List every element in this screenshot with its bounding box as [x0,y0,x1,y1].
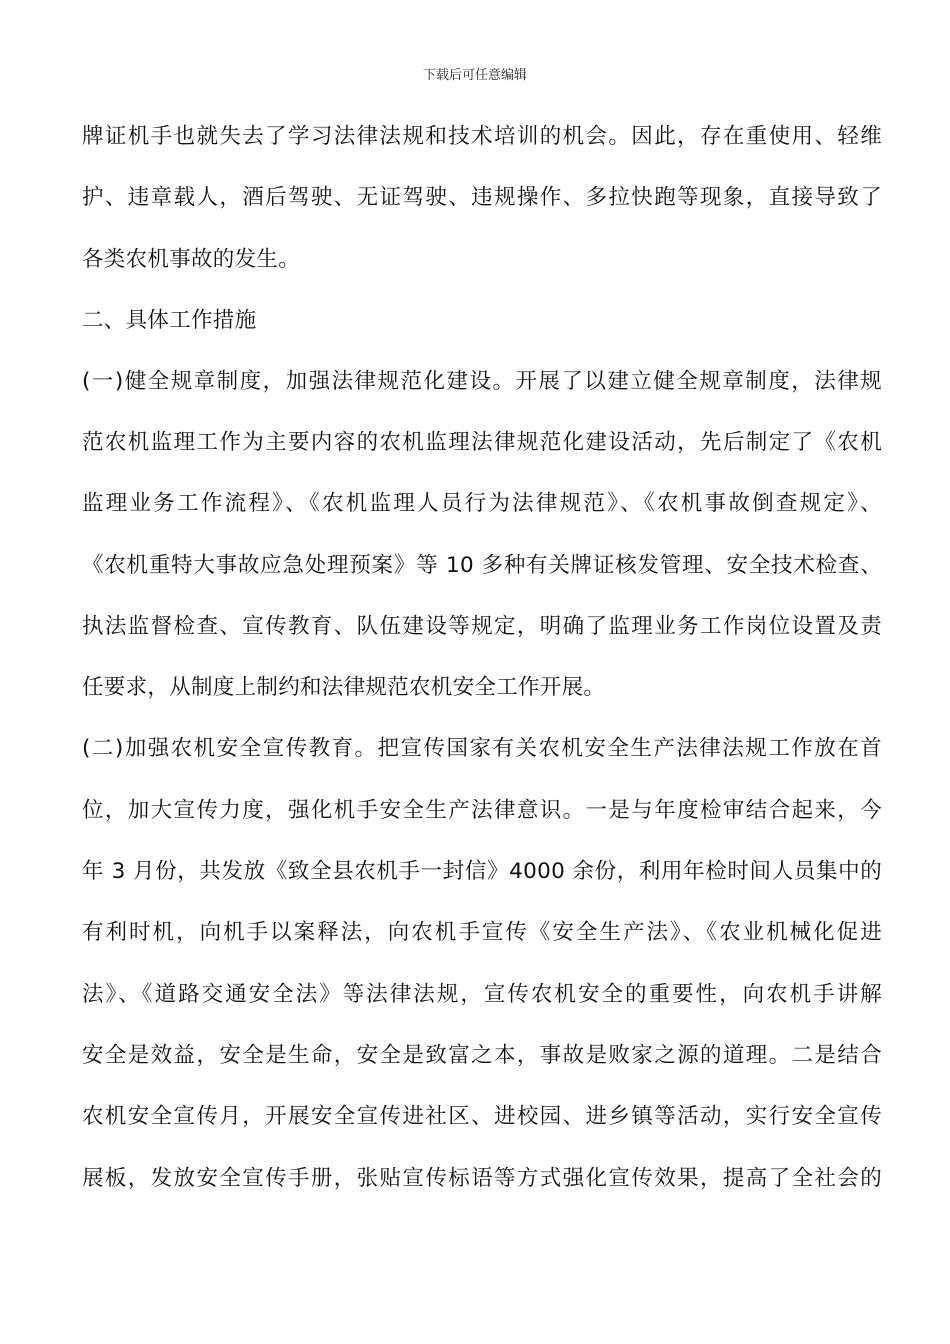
body-line-13: 年 3 月份，共发放《致全县农机手一封信》4000 余份，利用年检时间人员集中的 [82,859,882,884]
body-line-11: (二)加强农机安全宣传教育。把宣传国家有关农机安全生产法律法规工作放在首 [82,736,882,761]
body-line-17: 农机安全宣传月，开展安全宣传进社区、进校园、进乡镇等活动，实行安全宣传 [82,1104,882,1129]
section-heading: 二、具体工作措施 [82,308,257,333]
body-line-10: 任要求，从制度上制约和法律规范农机安全工作开展。 [82,675,606,700]
body-line-16: 安全是效益，安全是生命，安全是致富之本，事故是败家之源的道理。二是结合 [82,1043,882,1068]
body-line-15: 法》、《道路交通安全法》等法律法规，宣传农机安全的重要性，向农机手讲解 [82,982,882,1007]
body-line-2: 护、违章载人，酒后驾驶、无证驾驶、违规操作、多拉快跑等现象，直接导致了 [82,185,882,210]
body-line-5: (一)健全规章制度，加强法律规范化建设。开展了以建立健全规章制度，法律规 [82,369,882,394]
body-line-14: 有利时机，向机手以案释法，向农机手宣传《安全生产法》、《农业机械化促进 [82,920,882,945]
page-header-note: 下载后可任意编辑 [422,68,527,83]
body-line-6: 范农机监理工作为主要内容的农机监理法律规范化建设活动，先后制定了《农机 [82,430,882,455]
body-line-8: 《农机重特大事故应急处理预案》等 10 多种有关牌证核发管理、安全技术检查、 [82,553,882,578]
body-line-12: 位，加大宣传力度，强化机手安全生产法律意识。一是与年度检审结合起来，今 [82,798,882,823]
body-line-7: 监理业务工作流程》、《农机监理人员行为法律规范》、《农机事故倒查规定》、 [82,491,882,516]
body-line-18: 展板，发放安全宣传手册，张贴宣传标语等方式强化宣传效果，提高了全社会的 [82,1166,882,1191]
body-line-3: 各类农机事故的发生。 [82,247,301,272]
body-line-9: 执法监督检查、宣传教育、队伍建设等规定，明确了监理业务工作岗位设置及责 [82,614,882,639]
body-line-1: 牌证机手也就失去了学习法律法规和技术培训的机会。因此，存在重使用、轻维 [82,124,882,149]
